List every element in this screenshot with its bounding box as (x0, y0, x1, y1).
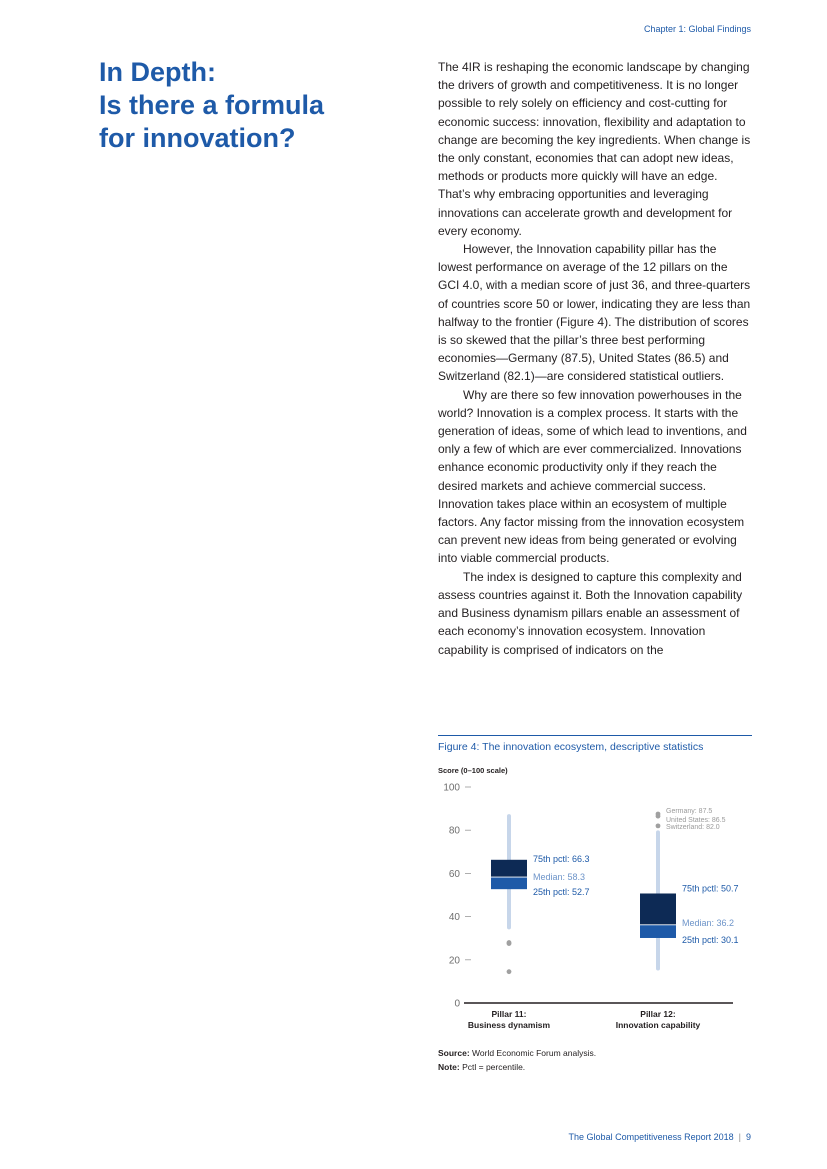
source-line (438, 1046, 758, 1060)
figure-notes (438, 1046, 758, 1074)
q1-label: 25th pctl: 52.7 (533, 887, 590, 898)
note-line (438, 1060, 758, 1074)
source-label: Source: (438, 1048, 470, 1058)
y-tick-label: 40 (448, 912, 460, 924)
q3-label: 75th pctl: 50.7 (682, 883, 739, 894)
outlier-point (507, 969, 512, 974)
body-paragraph: The index is designed to capture this complexity and assess countries against it. Both the Innovation capability and Business dynamism pillars enable an assessment of each economy’s innovation ecosystem. Innovation capability is comprised of indicators on the (438, 569, 743, 657)
page-footer (569, 1132, 751, 1142)
body-paragraph: The 4IR is reshaping the economic landscape by changing the drivers of growth and competitiveness. It is no longer possible to rely solely on efficiency and cost-cutting for economic success: innovation, flexibility and adaptation to change are becoming the key ingredients. When change is the only constant, economies that can adopt new ideas, methods or products more quickly will have an edge. That’s why embracing opportunities and leveraging innovations can accelerate growth and development for every economy. (438, 60, 751, 238)
page-title (99, 56, 399, 155)
q3-label: 75th pctl: 66.3 (533, 853, 590, 864)
x-category-label: Business dynamism (467, 1020, 551, 1030)
title-line-3: for innovation? (99, 123, 296, 153)
outlier-label: Switzerland: 82.0 (666, 823, 720, 831)
body-text (438, 58, 752, 659)
outlier-point (507, 941, 512, 946)
figure-rule (438, 735, 752, 736)
note-text: Pctl = percentile. (459, 1062, 526, 1072)
q1-label: 25th pctl: 30.1 (682, 934, 739, 945)
outlier-point (656, 823, 661, 828)
y-tick-label: 100 (443, 782, 460, 794)
report-title: The Global Competitiveness Report 2018 (568, 1132, 734, 1142)
y-axis-label: Score (0–100 scale) (438, 766, 508, 775)
x-category-label: Pillar 11: (491, 1009, 527, 1019)
y-tick-label: 80 (448, 825, 460, 837)
chapter-header: Chapter 1: Global Findings (643, 24, 751, 34)
title-line-1: In Depth: (99, 57, 216, 87)
median-label: Median: 58.3 (533, 872, 586, 883)
y-tick-label: 20 (448, 955, 460, 967)
outlier-label: United States: 86.5 (666, 817, 726, 824)
box-lower-quartile (491, 877, 527, 889)
boxplot-chart (430, 760, 760, 1040)
outlier-label: Germany: 87.5 (666, 808, 713, 815)
box-upper-quartile (640, 893, 676, 924)
title-line-2: Is there a formula (99, 90, 325, 120)
y-tick-label: 60 (448, 868, 460, 880)
series-group (640, 808, 739, 968)
x-category-label: Pillar 12: (640, 1009, 676, 1019)
figure-title: Figure 4: The innovation ecosystem, descriptive statistics (438, 741, 704, 753)
x-category-label: Innovation capability (615, 1020, 701, 1030)
y-tick-label: 0 (454, 998, 460, 1010)
source-text: World Economic Forum analysis. (469, 1048, 597, 1058)
series-group (491, 816, 590, 974)
median-label: Median: 36.2 (682, 917, 735, 928)
footer-separator: | (738, 1132, 741, 1142)
body-paragraph: However, the Innovation capability pillar has the lowest performance on average of the 12 pillars on the GCI 4.0, with a median score of just 36, and three-quarters of countries score 50 or lower, indicating they are less than halfway to the frontier (Figure 4). The distribution of scores is so skewed that the pillar’s three best performing economies—Germany (87.5), United States (86.5) and Switzerland (82.1)—are considered statistical outliers. (438, 242, 751, 384)
box-lower-quartile (640, 925, 676, 938)
page-number: 9 (745, 1132, 751, 1142)
outlier-point (656, 814, 661, 819)
body-paragraph: Why are there so few innovation powerhouses in the world? Innovation is a complex process. It starts with the generation of ideas, some of which lead to inventions, and only a few of which are ever commercialized. Innovations enhance economic productivity only if they reach the desired markets and achieve commercial success. Innovation takes place within an ecosystem of multiple factors. Any factor missing from the innovation ecosystem can prevent new ideas from being generated or evolving into viable commercial products. (438, 387, 747, 566)
box-upper-quartile (491, 860, 527, 877)
note-label: Note: (438, 1062, 460, 1072)
